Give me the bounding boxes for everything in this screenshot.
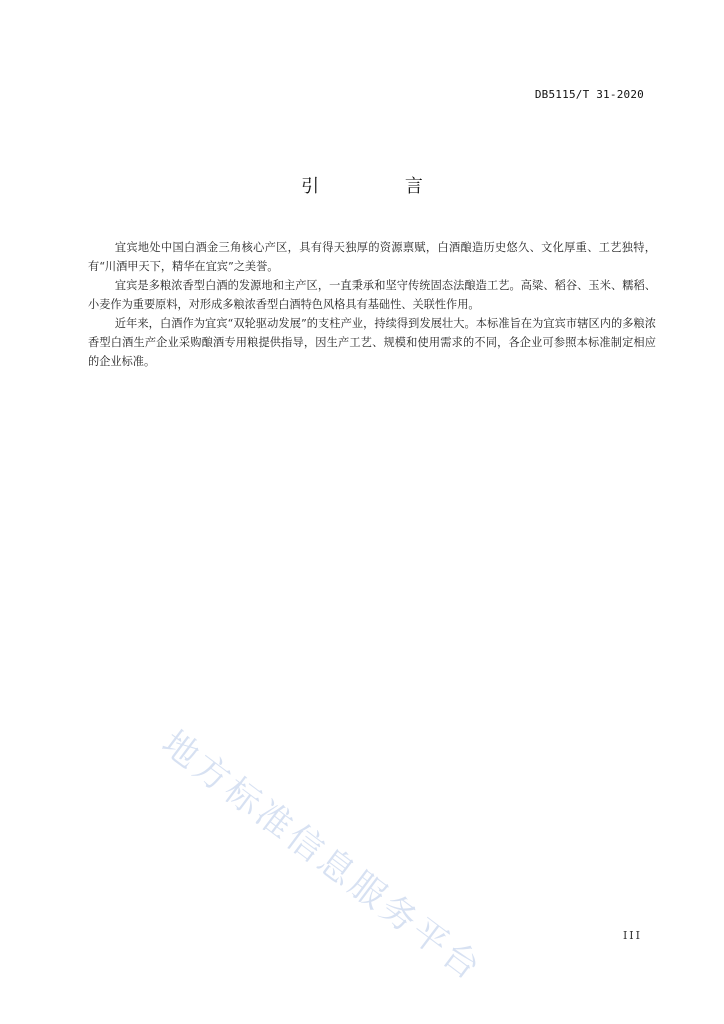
section-heading: 引 言: [301, 176, 463, 197]
paragraph-1: 宜宾地处中国白酒金三角核心产区，具有得天独厚的资源禀赋，白酒酿造历史悠久、文化厚重、工艺独特，有“川酒甲天下，精华在宜宾”之美誉。: [88, 241, 656, 273]
paragraph-3: 近年来，白酒作为宜宾“双轮驱动发展”的支柱产业，持续得到发展壮大。本标准旨在为宜宾市辖区内的多粮浓香型白酒生产企业采购酿酒专用粮提供指导，因生产工艺、规模和使用需求的不同，各企业可参照本标准制定相应的企业标准。: [88, 317, 656, 368]
body-text: [88, 238, 656, 371]
page-number: III: [622, 929, 642, 942]
watermark: 地方标准信息服务平台: [154, 723, 490, 991]
paragraph-2: 宜宾是多粮浓香型白酒的发源地和主产区，一直秉承和坚守传统固态法酿造工艺。高粱、稻谷、玉米、糯稻、小麦作为重要原料，对形成多粮浓香型白酒特色风格具有基础性、关联性作用。: [88, 279, 656, 311]
document-code: DB5115/T 31-2020: [534, 88, 644, 101]
